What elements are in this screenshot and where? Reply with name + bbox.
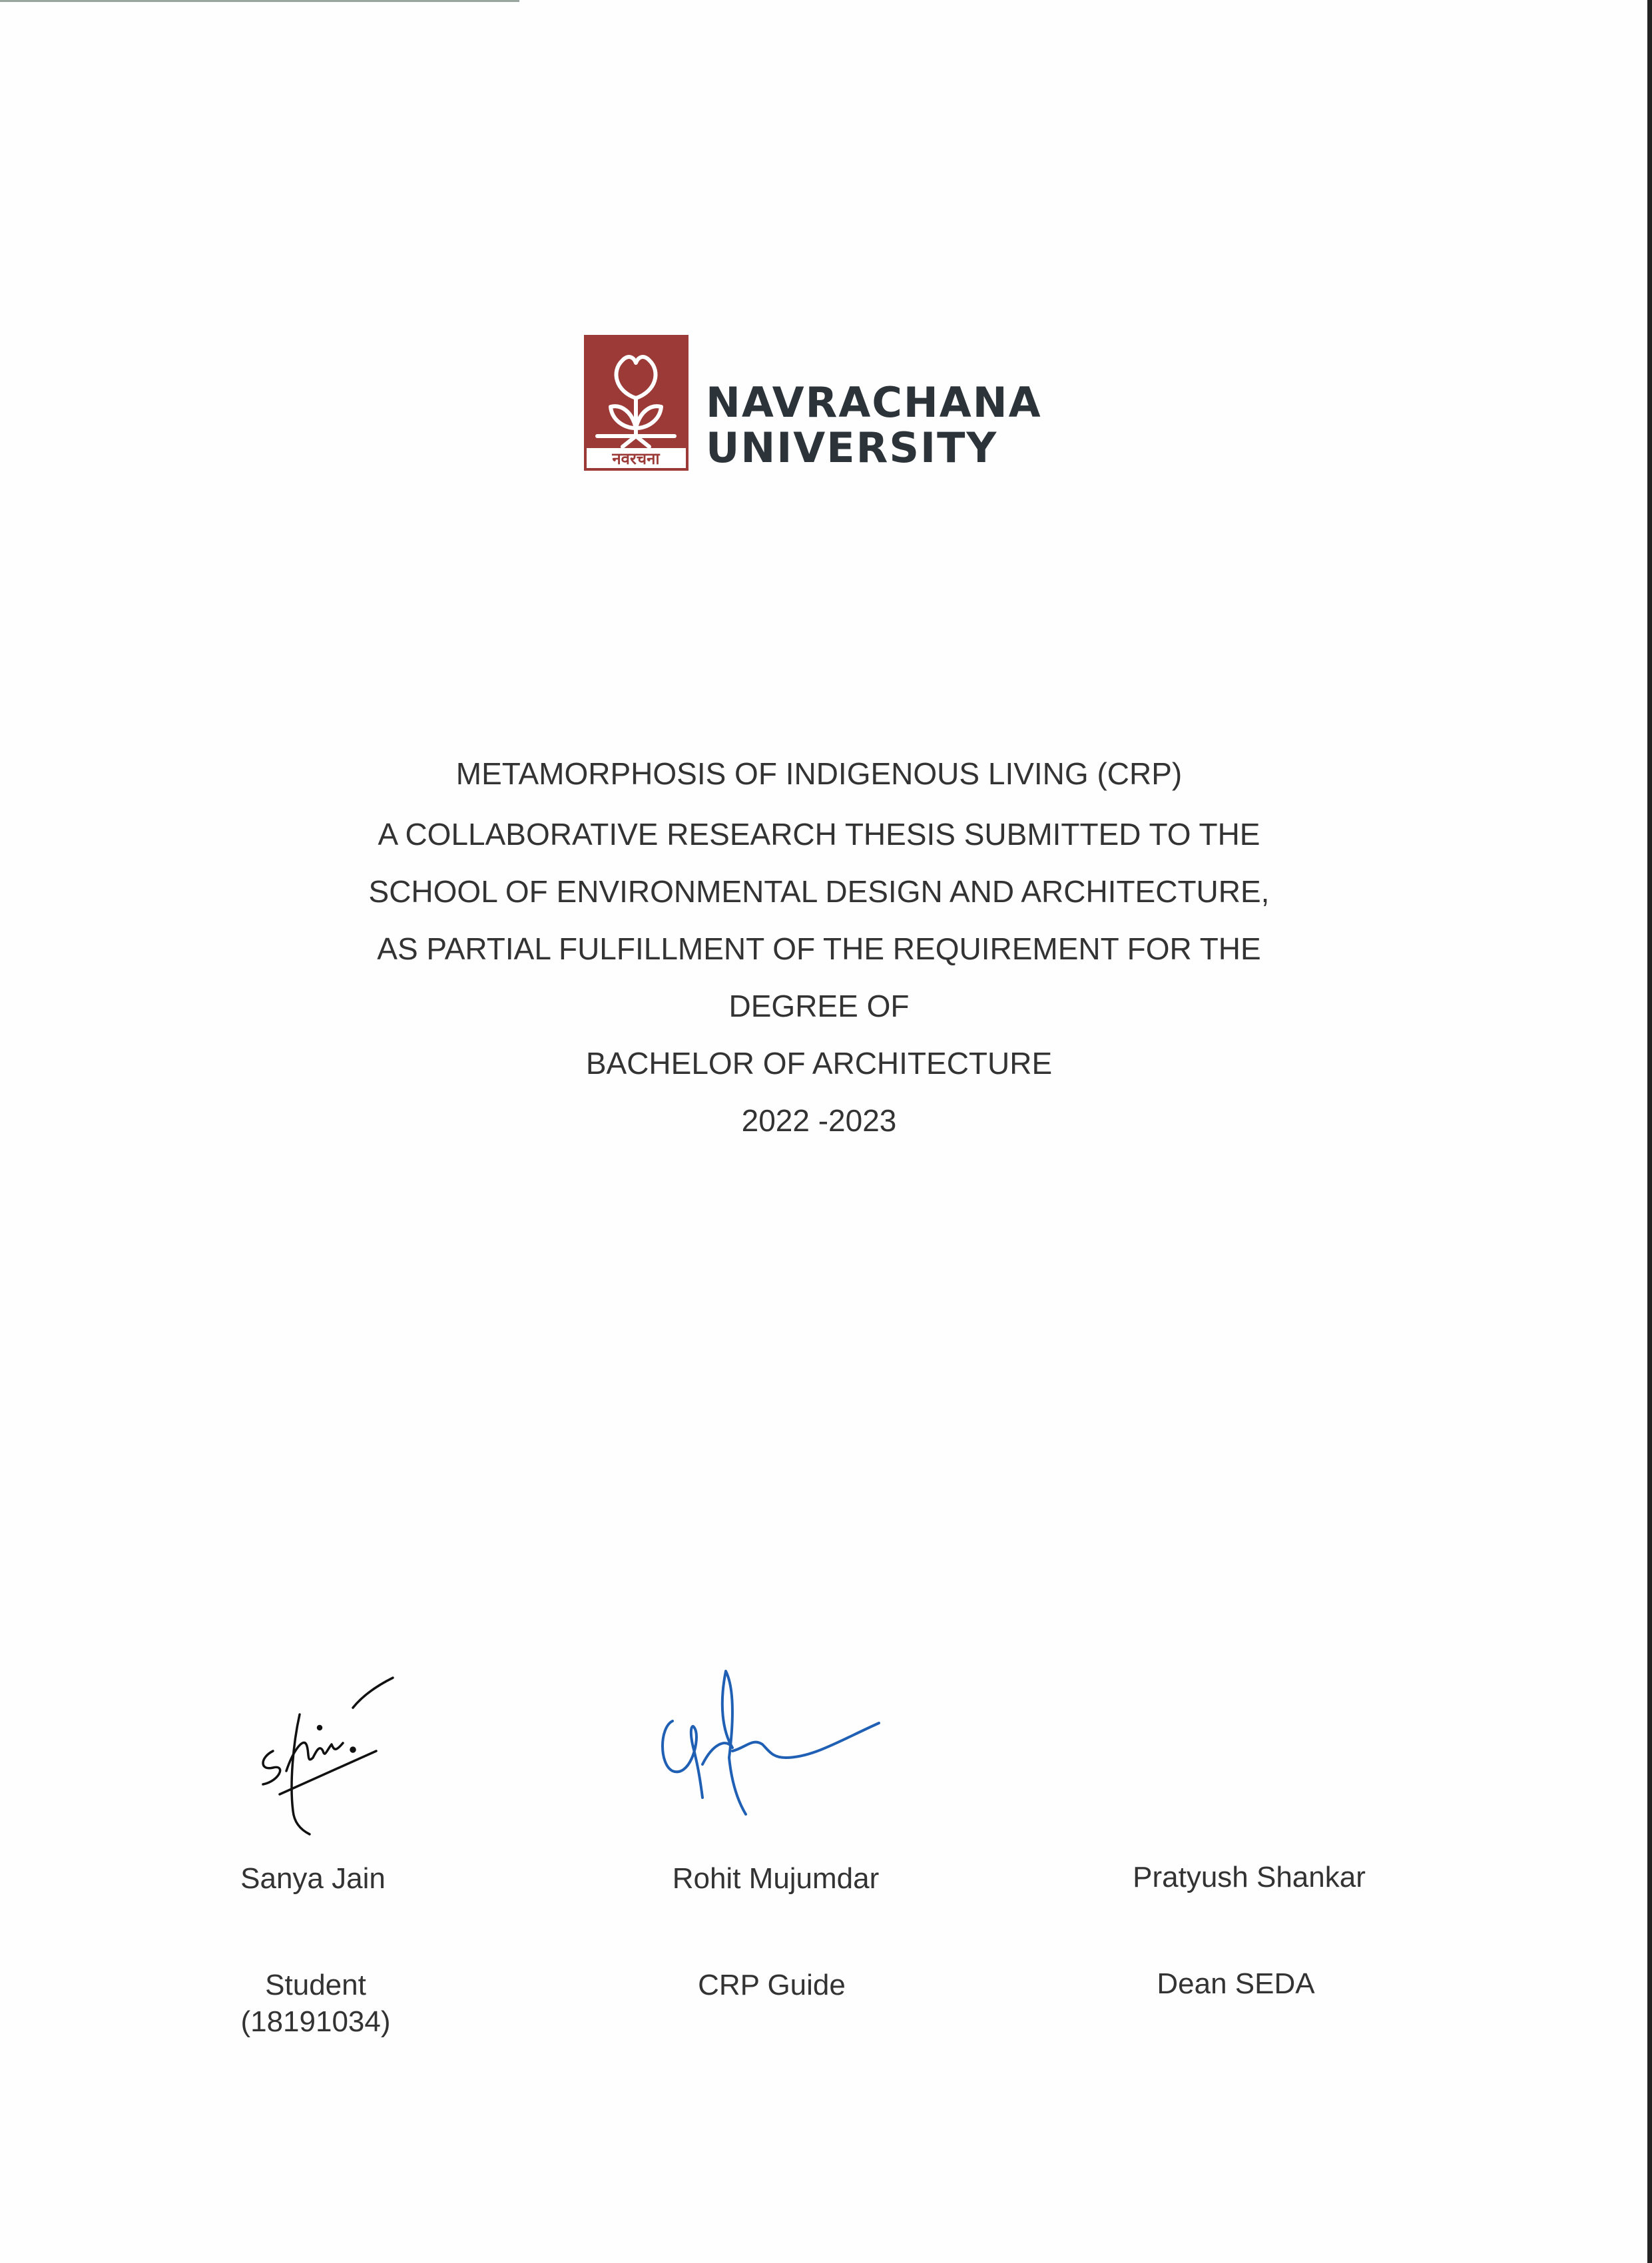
signature-rohit-mujumdar-icon	[653, 1664, 886, 1818]
thesis-description-line: AS PARTIAL FULFILLMENT OF THE REQUIREMENT FOR THE	[377, 931, 1261, 966]
scan-top-edge	[0, 0, 519, 2]
signatory-name: Sanya Jain	[240, 1862, 386, 1895]
thesis-description-line: A COLLABORATIVE RESEARCH THESIS SUBMITTED TO THE	[378, 817, 1260, 852]
thesis-description-line: SCHOOL OF ENVIRONMENTAL DESIGN AND ARCHITECTURE,	[368, 874, 1270, 909]
signatory-name: Pratyush Shankar	[1133, 1861, 1366, 1893]
scan-right-edge	[1647, 0, 1652, 2263]
signature-sanya-jain-icon	[253, 1651, 400, 1838]
signatory-role: CRP Guide	[698, 1969, 846, 2001]
university-name-line1: NAVRACHANA	[706, 378, 1042, 427]
thesis-title: METAMORPHOSIS OF INDIGENOUS LIVING (CRP)	[455, 756, 1183, 791]
thesis-description-line: BACHELOR OF ARCHITECTURE	[585, 1046, 1053, 1081]
student-id: (18191034)	[240, 2005, 391, 2038]
academic-year: 2022 -2023	[741, 1103, 897, 1138]
university-name	[706, 380, 1042, 471]
university-name-line2: UNIVERSITY	[706, 423, 998, 472]
thesis-description-line: DEGREE OF	[728, 989, 910, 1023]
signatory-name: Rohit Mujumdar	[672, 1862, 880, 1895]
university-logo	[584, 335, 1090, 471]
signatory-role: Student	[265, 1969, 366, 2001]
tree-emblem-icon	[584, 335, 688, 471]
thesis-title-block	[226, 749, 1412, 1151]
logo-devanagari-text: नवरचना	[612, 449, 660, 468]
signatory-role: Dean SEDA	[1157, 1967, 1315, 2000]
